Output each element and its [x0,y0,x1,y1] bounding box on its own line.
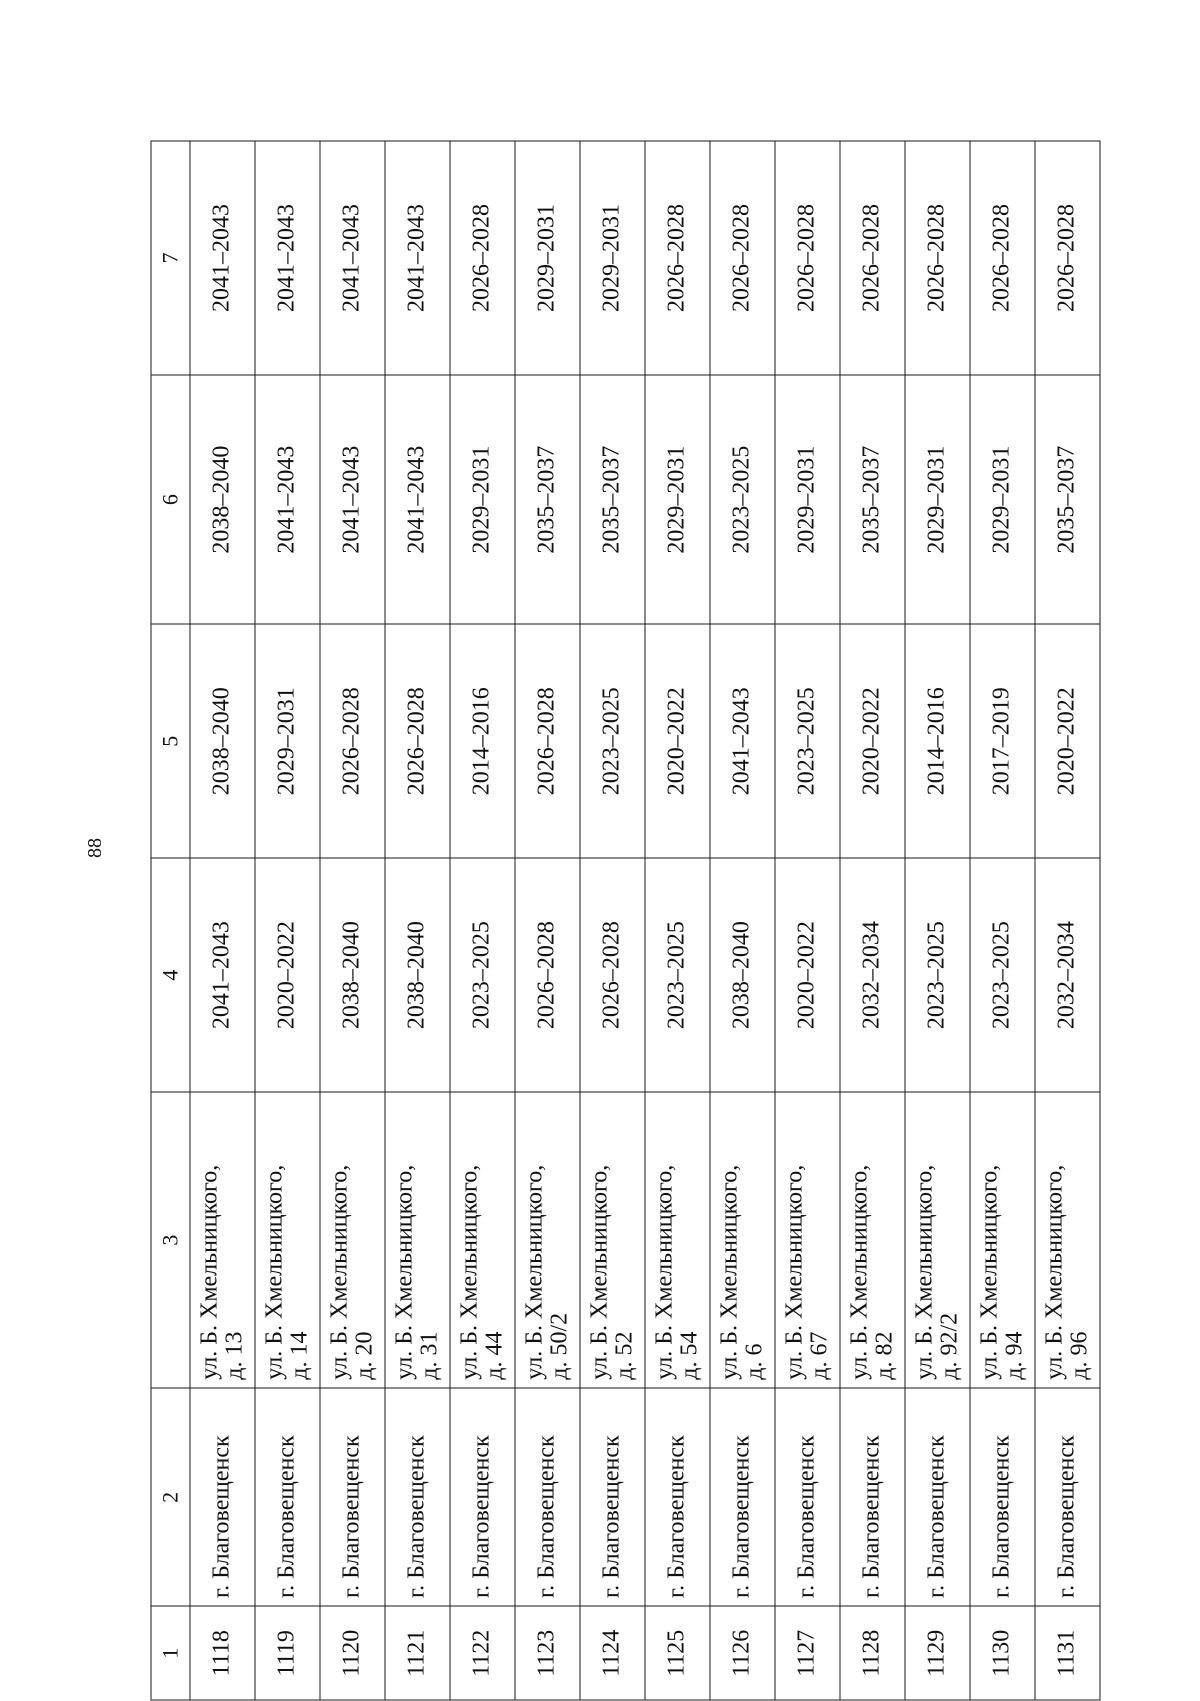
rotated-table-container [150,141,1095,1701]
row-number-cell: 1121 [385,1606,450,1700]
period-cell-col5: 2026–2028 [515,624,580,858]
row-number-cell: 1130 [970,1606,1035,1700]
table-row [580,141,645,1700]
period-cell-col5: 2020–2022 [645,624,710,858]
address-street: ул. Б. Хмельницкого, [455,1164,482,1380]
address-house: д. 92/2 [936,1312,962,1380]
address-cell [645,1092,710,1388]
period-cell-col5: 2026–2028 [385,624,450,858]
address-street: ул. Б. Хмельницкого, [780,1164,807,1380]
table-body [190,141,1100,1700]
period-cell-col5: 2014–2016 [905,624,970,858]
address-cell [190,1092,255,1388]
address-house: д. 52 [611,1331,637,1380]
period-cell-col4: 2038–2040 [710,858,775,1092]
column-header-1: 1 [151,1606,190,1700]
city-cell: г. Благовещенск [905,1388,970,1606]
city-cell: г. Благовещенск [580,1388,645,1606]
address-cell [905,1092,970,1388]
address-street: ул. Б. Хмельницкого, [910,1164,937,1380]
city-cell: г. Благовещенск [1035,1388,1100,1606]
period-cell-col6: 2029–2031 [775,375,840,624]
period-cell-col6: 2029–2031 [905,375,970,624]
address-street: ул. Б. Хмельницкого, [195,1164,222,1380]
header-row [151,141,190,1700]
table-row [970,141,1035,1700]
period-cell-col4: 2038–2040 [385,858,450,1092]
period-cell-col4: 2020–2022 [255,858,320,1092]
address-cell [255,1092,320,1388]
city-cell: г. Благовещенск [970,1388,1035,1606]
table-row [385,141,450,1700]
address-house: д. 67 [806,1331,832,1380]
address-cell [970,1092,1035,1388]
column-header-7: 7 [151,141,190,375]
column-header-3: 3 [151,1092,190,1388]
period-cell-col7: 2041–2043 [255,141,320,375]
address-street: ул. Б. Хмельницкого, [975,1164,1002,1380]
address-street: ул. Б. Хмельницкого, [650,1164,677,1380]
period-cell-col6: 2029–2031 [450,375,515,624]
row-number-cell: 1126 [710,1606,775,1700]
city-cell: г. Благовещенск [710,1388,775,1606]
period-cell-col6: 2035–2037 [580,375,645,624]
table-row [255,141,320,1700]
period-cell-col5: 2026–2028 [320,624,385,858]
row-number-cell: 1129 [905,1606,970,1700]
address-house: д. 13 [221,1331,247,1380]
address-street: ул. Б. Хмельницкого, [390,1164,417,1380]
period-cell-col4: 2023–2025 [970,858,1035,1092]
period-cell-col4: 2023–2025 [450,858,515,1092]
period-cell-col6: 2035–2037 [1035,375,1100,624]
period-cell-col6: 2041–2043 [255,375,320,624]
column-header-6: 6 [151,375,190,624]
table-row [710,141,775,1700]
period-cell-col4: 2026–2028 [580,858,645,1092]
table-row [1035,141,1100,1700]
row-number-cell: 1120 [320,1606,385,1700]
column-header-2: 2 [151,1388,190,1606]
period-cell-col6: 2041–2043 [320,375,385,624]
address-house: д. 31 [416,1331,442,1380]
period-cell-col7: 2026–2028 [645,141,710,375]
table-row [905,141,970,1700]
column-header-5: 5 [151,624,190,858]
period-cell-col7: 2041–2043 [190,141,255,375]
period-cell-col4: 2023–2025 [645,858,710,1092]
period-cell-col6: 2035–2037 [840,375,905,624]
row-number-cell: 1128 [840,1606,905,1700]
city-cell: г. Благовещенск [190,1388,255,1606]
address-cell [1035,1092,1100,1388]
period-cell-col5: 2041–2043 [710,624,775,858]
address-house: д. 54 [676,1331,702,1380]
table-row [840,141,905,1700]
period-cell-col4: 2032–2034 [1035,858,1100,1092]
address-cell [775,1092,840,1388]
period-cell-col6: 2029–2031 [645,375,710,624]
period-cell-col7: 2026–2028 [840,141,905,375]
period-cell-col5: 2020–2022 [1035,624,1100,858]
address-house: д. 44 [481,1331,507,1380]
table-row [515,141,580,1700]
column-header-4: 4 [151,858,190,1092]
city-cell: г. Благовещенск [645,1388,710,1606]
address-cell [450,1092,515,1388]
address-house: д. 20 [351,1331,377,1380]
address-street: ул. Б. Хмельницкого, [325,1164,352,1380]
period-cell-col4: 2020–2022 [775,858,840,1092]
table-row [775,141,840,1700]
period-cell-col7: 2026–2028 [710,141,775,375]
period-cell-col5: 2014–2016 [450,624,515,858]
row-number-cell: 1118 [190,1606,255,1700]
row-number-cell: 1124 [580,1606,645,1700]
address-cell [840,1092,905,1388]
row-number-cell: 1123 [515,1606,580,1700]
period-cell-col5: 2023–2025 [775,624,840,858]
city-cell: г. Благовещенск [840,1388,905,1606]
address-house: д. 96 [1066,1331,1092,1380]
period-cell-col7: 2026–2028 [905,141,970,375]
address-house: д. 14 [286,1331,312,1380]
period-cell-col7: 2026–2028 [970,141,1035,375]
period-cell-col7: 2029–2031 [580,141,645,375]
table-row [190,141,255,1700]
period-cell-col7: 2041–2043 [320,141,385,375]
address-house: д. 6 [741,1343,767,1380]
address-street: ул. Б. Хмельницкого, [520,1164,547,1380]
table-row [645,141,710,1700]
address-street: ул. Б. Хмельницкого, [715,1164,742,1380]
address-street: ул. Б. Хмельницкого, [845,1164,872,1380]
city-cell: г. Благовещенск [775,1388,840,1606]
address-street: ул. Б. Хмельницкого, [1040,1164,1067,1380]
period-cell-col4: 2023–2025 [905,858,970,1092]
row-number-cell: 1119 [255,1606,320,1700]
period-cell-col4: 2032–2034 [840,858,905,1092]
address-cell [710,1092,775,1388]
period-cell-col7: 2029–2031 [515,141,580,375]
period-cell-col6: 2041–2043 [385,375,450,624]
row-number-cell: 1127 [775,1606,840,1700]
row-number-cell: 1122 [450,1606,515,1700]
period-cell-col6: 2029–2031 [970,375,1035,624]
city-cell: г. Благовещенск [255,1388,320,1606]
period-cell-col7: 2026–2028 [450,141,515,375]
address-cell [580,1092,645,1388]
period-cell-col4: 2026–2028 [515,858,580,1092]
city-cell: г. Благовещенск [385,1388,450,1606]
city-cell: г. Благовещенск [320,1388,385,1606]
address-house: д. 82 [871,1331,897,1380]
period-cell-col5: 2020–2022 [840,624,905,858]
period-cell-col7: 2026–2028 [1035,141,1100,375]
address-street: ул. Б. Хмельницкого, [260,1164,287,1380]
period-cell-col7: 2041–2043 [385,141,450,375]
period-cell-col6: 2035–2037 [515,375,580,624]
city-cell: г. Благовещенск [450,1388,515,1606]
table-row [450,141,515,1700]
row-number-cell: 1125 [645,1606,710,1700]
period-cell-col6: 2023–2025 [710,375,775,624]
table-row [320,141,385,1700]
address-cell [515,1092,580,1388]
period-cell-col5: 2029–2031 [255,624,320,858]
address-house: д. 50/2 [546,1312,572,1380]
address-street: ул. Б. Хмельницкого, [585,1164,612,1380]
period-cell-col5: 2017–2019 [970,624,1035,858]
period-cell-col4: 2038–2040 [320,858,385,1092]
address-cell [385,1092,450,1388]
address-cell [320,1092,385,1388]
period-cell-col4: 2041–2043 [190,858,255,1092]
address-house: д. 94 [1001,1331,1027,1380]
page-number: 88 [84,838,106,858]
period-cell-col5: 2023–2025 [580,624,645,858]
period-cell-col6: 2038–2040 [190,375,255,624]
period-cell-col5: 2038–2040 [190,624,255,858]
schedule-table [150,141,1100,1701]
city-cell: г. Благовещенск [515,1388,580,1606]
row-number-cell: 1131 [1035,1606,1100,1700]
period-cell-col7: 2026–2028 [775,141,840,375]
